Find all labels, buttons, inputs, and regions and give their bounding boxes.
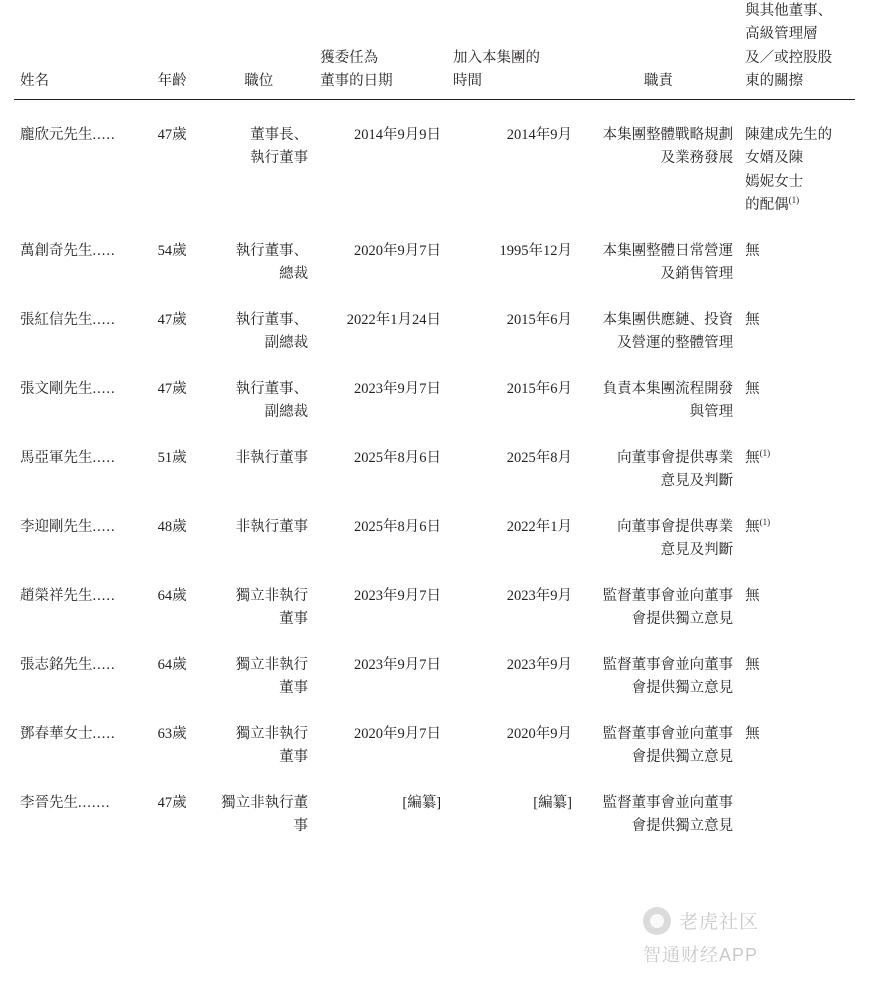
text-line: 無 <box>745 311 760 328</box>
cell-position <box>203 770 314 839</box>
text-line: 陳建成先生的 <box>745 126 833 143</box>
leader-dots: ....... <box>78 794 111 811</box>
text-line: 意見及判斷 <box>660 473 734 490</box>
leader-dots: ..... <box>92 725 116 742</box>
text-line: 副總裁 <box>264 404 309 421</box>
director-name: 鄧春華女士 <box>20 725 93 742</box>
text-line: 獨立非執行 <box>235 725 309 742</box>
text-line: 監督董事會並向董事 <box>602 656 734 673</box>
text-line: 總裁 <box>279 266 309 283</box>
column-header-join-date: 加入本集團的 時間 <box>447 0 578 99</box>
cell-appointment-date: 2023年9月7日 <box>354 587 442 604</box>
cell-age: 47歲 <box>157 126 187 143</box>
director-name: 李迎剛先生 <box>20 518 93 535</box>
cell-age: 54歲 <box>157 242 187 259</box>
cell-position <box>203 494 314 563</box>
text-line: 的配偶$^{(1)}$ <box>745 195 800 214</box>
leader-dots: ..... <box>92 587 116 604</box>
text-line: 向董事會提供專業 <box>617 518 734 535</box>
table-body <box>14 99 855 838</box>
text-line: 監督董事會並向董事 <box>602 725 734 742</box>
text-line: 女婿及陳 <box>745 150 804 167</box>
watermark-bottom-text: 智通财经APP <box>643 945 759 965</box>
text-line: 向董事會提供專業 <box>617 449 734 466</box>
cell-appointment-date: 2025年8月6日 <box>354 518 442 535</box>
text-line: 執行董事 <box>250 150 309 167</box>
leader-dots: ..... <box>92 242 116 259</box>
text-line: 本集團整體戰略規劃 <box>602 126 734 143</box>
footnote-marker: (1) <box>759 516 771 527</box>
text-line: 及營運的整體管理 <box>617 335 734 352</box>
text-line: 董事長、 <box>250 126 309 143</box>
table-row <box>14 770 855 839</box>
director-name: 馬亞軍先生 <box>20 449 93 466</box>
footnote-marker: (1) <box>759 447 771 458</box>
cell-relationship <box>739 632 855 701</box>
text-line: 獨立非執行 <box>235 656 309 673</box>
cell-relationship <box>739 701 855 770</box>
column-header-name: 姓名 <box>14 0 141 99</box>
column-header-duty: 職責 <box>578 0 739 99</box>
table-header-row <box>14 0 855 99</box>
cell-join-date: 2014年9月 <box>506 126 572 143</box>
text-line: 無 <box>745 380 760 397</box>
cell-position <box>203 99 314 217</box>
text-line: 無$^{(1)}$ <box>745 516 771 535</box>
cell-duty <box>578 99 739 217</box>
footnote-marker: (1) <box>788 195 800 206</box>
cell-relationship <box>739 494 855 563</box>
leader-dots: ..... <box>92 449 116 466</box>
cell-name <box>14 99 141 217</box>
cell-relationship <box>739 99 855 217</box>
cell-name <box>14 425 141 494</box>
cell-join-date: 2023年9月 <box>506 587 572 604</box>
cell-age: 64歲 <box>157 587 187 604</box>
table-row <box>14 218 855 287</box>
cell-appointment-date: 2022年1月24日 <box>346 311 442 328</box>
column-header-appointment-date: 獲委任為 董事的日期 <box>314 0 447 99</box>
cell-appointment-date: 2023年9月7日 <box>354 656 442 673</box>
director-name: 趙榮祥先生 <box>20 587 93 604</box>
cell-relationship <box>739 563 855 632</box>
directors-table <box>14 0 855 839</box>
cell-duty <box>578 563 739 632</box>
cell-appointment-date: [編纂] <box>402 794 442 811</box>
text-line: 獨立非執行 <box>235 587 309 604</box>
watermark <box>643 905 853 975</box>
column-header-relationship: 與其他董事、 高級管理層 及／或控股股 東的關擦 <box>739 0 855 99</box>
text-line: 嫣妮女士 <box>745 173 804 190</box>
text-line: 董事 <box>279 749 309 766</box>
cell-position <box>203 425 314 494</box>
cell-position <box>203 563 314 632</box>
cell-name <box>14 701 141 770</box>
watermark-top-text: 老虎社区 <box>679 912 760 933</box>
text-line: 無 <box>745 587 760 604</box>
leader-dots: ..... <box>92 311 116 328</box>
watermark-logo-icon <box>643 907 671 935</box>
cell-age: 63歲 <box>157 725 187 742</box>
text-line: 無$^{(1)}$ <box>745 447 771 466</box>
table-row <box>14 563 855 632</box>
cell-relationship <box>739 287 855 356</box>
text-line: 及銷售管理 <box>660 266 734 283</box>
text-line: 事 <box>293 818 309 835</box>
cell-join-date: 2015年6月 <box>506 311 572 328</box>
cell-relationship <box>739 218 855 287</box>
cell-position <box>203 701 314 770</box>
cell-name <box>14 770 141 839</box>
text-line: 監督董事會並向董事 <box>602 587 734 604</box>
text-line: 執行董事、 <box>235 380 309 397</box>
cell-age: 47歲 <box>157 311 187 328</box>
text-line: 無 <box>745 656 760 673</box>
leader-dots: ..... <box>92 656 116 673</box>
text-line: 與管理 <box>689 404 734 421</box>
table-row <box>14 356 855 425</box>
text-line: 董事 <box>279 611 309 628</box>
cell-age: 51歲 <box>157 449 187 466</box>
cell-relationship <box>739 425 855 494</box>
text-line: 執行董事、 <box>235 311 309 328</box>
leader-dots: ..... <box>92 518 116 535</box>
cell-age: 48歲 <box>157 518 187 535</box>
cell-duty <box>578 218 739 287</box>
cell-name <box>14 218 141 287</box>
director-name: 萬創奇先生 <box>20 242 93 259</box>
cell-duty <box>578 356 739 425</box>
text-line: 及業務發展 <box>660 150 734 167</box>
cell-join-date: 2023年9月 <box>506 656 572 673</box>
text-line: 監督董事會並向董事 <box>602 794 734 811</box>
cell-join-date: [編纂] <box>533 794 572 811</box>
leader-dots: ..... <box>92 380 116 397</box>
cell-appointment-date: 2020年9月7日 <box>354 242 442 259</box>
text-line: 非執行董事 <box>235 449 309 466</box>
cell-relationship <box>739 356 855 425</box>
cell-appointment-date: 2025年8月6日 <box>354 449 442 466</box>
cell-age: 47歲 <box>157 794 187 811</box>
cell-join-date: 1995年12月 <box>499 242 572 259</box>
text-line: 會提供獨立意見 <box>631 818 734 835</box>
cell-join-date: 2015年6月 <box>506 380 572 397</box>
cell-name <box>14 287 141 356</box>
text-line: 會提供獨立意見 <box>631 749 734 766</box>
text-line: 本集團供應鏈、投資 <box>602 311 734 328</box>
director-name: 龐欣元先生 <box>20 126 93 143</box>
leader-dots: ..... <box>92 126 116 143</box>
table-row <box>14 287 855 356</box>
cell-position <box>203 356 314 425</box>
director-name: 李晉先生 <box>20 794 78 811</box>
cell-name <box>14 632 141 701</box>
cell-name <box>14 563 141 632</box>
cell-join-date: 2022年1月 <box>506 518 572 535</box>
text-line: 副總裁 <box>264 335 309 352</box>
text-line: 意見及判斷 <box>660 542 734 559</box>
table-row <box>14 494 855 563</box>
cell-duty <box>578 770 739 839</box>
table-row <box>14 701 855 770</box>
cell-relationship <box>739 770 855 839</box>
director-name: 張文剛先生 <box>20 380 93 397</box>
text-line: 非執行董事 <box>235 518 309 535</box>
cell-duty <box>578 425 739 494</box>
cell-name <box>14 494 141 563</box>
cell-duty <box>578 494 739 563</box>
cell-duty <box>578 287 739 356</box>
text-line: 本集團整體日常營運 <box>602 242 734 259</box>
table-row <box>14 99 855 217</box>
text-line: 執行董事、 <box>235 242 309 259</box>
text-line: 會提供獨立意見 <box>631 680 734 697</box>
text-line: 無 <box>745 725 760 742</box>
text-line: 董事 <box>279 680 309 697</box>
table-header <box>14 0 855 99</box>
director-name: 張志銘先生 <box>20 656 93 673</box>
cell-position <box>203 287 314 356</box>
cell-name <box>14 356 141 425</box>
cell-join-date: 2025年8月 <box>506 449 572 466</box>
cell-position <box>203 632 314 701</box>
text-line: 負責本集團流程開發 <box>602 380 734 397</box>
text-line: 獨立非執行董 <box>221 794 309 811</box>
cell-duty <box>578 632 739 701</box>
cell-age: 47歲 <box>157 380 187 397</box>
cell-duty <box>578 701 739 770</box>
table-row <box>14 632 855 701</box>
column-header-age: 年齡 <box>141 0 203 99</box>
cell-age: 64歲 <box>157 656 187 673</box>
cell-appointment-date: 2020年9月7日 <box>354 725 442 742</box>
table-row <box>14 425 855 494</box>
text-line: 無 <box>745 242 760 259</box>
cell-join-date: 2020年9月 <box>506 725 572 742</box>
cell-appointment-date: 2014年9月9日 <box>354 126 442 143</box>
director-name: 張紅信先生 <box>20 311 93 328</box>
column-header-position: 職位 <box>203 0 314 99</box>
cell-position <box>203 218 314 287</box>
cell-appointment-date: 2023年9月7日 <box>354 380 442 397</box>
text-line: 會提供獨立意見 <box>631 611 734 628</box>
